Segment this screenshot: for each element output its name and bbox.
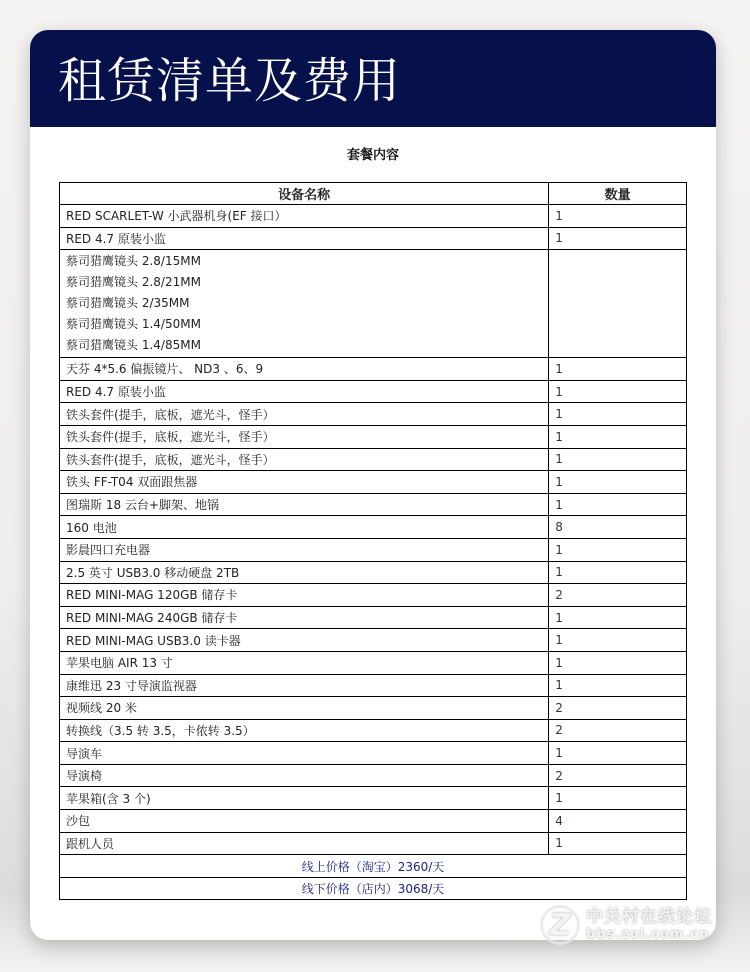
- equipment-name-cell: 2.5 英寸 USB3.0 移动硬盘 2TB: [60, 561, 549, 584]
- equipment-name-cell: 天芬 4*5.6 偏振镜片、 ND3 、6、9: [60, 358, 549, 381]
- table-row: [60, 584, 687, 607]
- watermark-name: 中关村在线论坛: [586, 907, 712, 927]
- equipment-name-cell: 视频线 20 米: [60, 697, 549, 720]
- equipment-name-cell: RED SCARLET-W 小武器机身(EF 接口）: [60, 205, 549, 228]
- table-row: [60, 561, 687, 584]
- watermark: [540, 905, 712, 945]
- table-header-row: [60, 183, 687, 205]
- equipment-name-cell: 苹果箱(含 3 个): [60, 787, 549, 810]
- equipment-name-cell: 沙包: [60, 810, 549, 833]
- quantity-cell: 1: [549, 493, 687, 516]
- equipment-name-line: 蔡司猎鹰镜头 1.4/85MM: [66, 338, 201, 353]
- table-row: [60, 832, 687, 855]
- table-row: [60, 606, 687, 629]
- equipment-table: [59, 182, 687, 900]
- rental-card: [30, 30, 716, 940]
- quantity-cell: 1: [549, 538, 687, 561]
- equipment-name-cell: 苹果电脑 AIR 13 寸: [60, 651, 549, 674]
- quantity-cell: 1: [549, 674, 687, 697]
- equipment-name-cell: RED MINI-MAG USB3.0 读卡器: [60, 629, 549, 652]
- table-row: [60, 403, 687, 426]
- equipment-name-cell: RED 4.7 原装小监: [60, 227, 549, 250]
- price-row: [60, 877, 687, 900]
- quantity-cell: 1: [549, 403, 687, 426]
- equipment-name-cell: 铁头套件(提手，底板，遮光斗，怪手）: [60, 448, 549, 471]
- table-row: [60, 425, 687, 448]
- column-header-qty: 数量: [549, 183, 687, 205]
- offline-price: 线下价格（店内）3068/天: [60, 877, 687, 900]
- equipment-name-cell: [60, 250, 549, 358]
- table-row: [60, 205, 687, 228]
- watermark-url: bbs.zol.com.cn: [586, 927, 710, 942]
- quantity-cell: 1: [549, 787, 687, 810]
- table-row: [60, 742, 687, 765]
- table-row: [60, 697, 687, 720]
- equipment-name-cell: 跟机人员: [60, 832, 549, 855]
- quantity-cell: 2: [549, 719, 687, 742]
- quantity-cell: 1: [549, 425, 687, 448]
- quantity-cell: 1: [549, 832, 687, 855]
- column-header-name: 设备名称: [60, 183, 549, 205]
- equipment-name-cell: 康维迅 23 寸导演监视器: [60, 674, 549, 697]
- package-subtitle: 套餐内容: [346, 148, 399, 163]
- table-row: [60, 380, 687, 403]
- table-row: [60, 471, 687, 494]
- equipment-name-cell: 导演椅: [60, 764, 549, 787]
- quantity-cell: 1: [549, 358, 687, 381]
- table-row: [60, 448, 687, 471]
- page-title: 租赁清单及费用: [58, 52, 402, 109]
- equipment-name-line: 蔡司猎鹰镜头 2/35MM: [66, 296, 190, 311]
- table-row: [60, 787, 687, 810]
- table-row: [60, 651, 687, 674]
- equipment-name-cell: 导演车: [60, 742, 549, 765]
- table-row: [60, 358, 687, 381]
- equipment-name-cell: 影晨四口充电器: [60, 538, 549, 561]
- table-row: [60, 538, 687, 561]
- quantity-cell: 4: [549, 810, 687, 833]
- price-row: [60, 855, 687, 878]
- zol-logo-icon: Z: [540, 905, 580, 945]
- quantity-cell: 1: [549, 651, 687, 674]
- equipment-name-line: 蔡司猎鹰镜头 2.8/15MM: [66, 254, 201, 269]
- quantity-cell: 1: [549, 561, 687, 584]
- equipment-name-cell: RED MINI-MAG 120GB 储存卡: [60, 584, 549, 607]
- equipment-name-cell: 图瑞斯 18 云台+脚架、地锅: [60, 493, 549, 516]
- equipment-name-cell: 铁头 FF-T04 双面跟焦器: [60, 471, 549, 494]
- table-row: [60, 250, 687, 358]
- table-row: [60, 719, 687, 742]
- quantity-cell: 1: [549, 471, 687, 494]
- quantity-cell: [549, 250, 687, 358]
- table-row: [60, 629, 687, 652]
- table-row: [60, 764, 687, 787]
- online-price: 线上价格（淘宝）2360/天: [60, 855, 687, 878]
- table-row: [60, 227, 687, 250]
- quantity-cell: 1: [549, 742, 687, 765]
- equipment-name-cell: 转换线（3.5 转 3.5，卡侬转 3.5）: [60, 719, 549, 742]
- quantity-cell: 1: [549, 606, 687, 629]
- table-body: [60, 205, 687, 900]
- table-row: [60, 516, 687, 539]
- quantity-cell: 2: [549, 697, 687, 720]
- quantity-cell: 1: [549, 448, 687, 471]
- quantity-cell: 1: [549, 227, 687, 250]
- equipment-name-cell: 铁头套件(提手，底板，遮光斗，怪手）: [60, 403, 549, 426]
- quantity-cell: 1: [549, 205, 687, 228]
- quantity-cell: 8: [549, 516, 687, 539]
- equipment-name-cell: RED 4.7 原装小监: [60, 380, 549, 403]
- table-row: [60, 810, 687, 833]
- header-banner: [30, 30, 716, 127]
- equipment-name-line: 蔡司猎鹰镜头 2.8/21MM: [66, 275, 201, 290]
- equipment-name-cell: RED MINI-MAG 240GB 储存卡: [60, 606, 549, 629]
- quantity-cell: 1: [549, 380, 687, 403]
- quantity-cell: 2: [549, 584, 687, 607]
- equipment-name-line: 蔡司猎鹰镜头 1.4/50MM: [66, 317, 201, 332]
- equipment-name-cell: 160 电池: [60, 516, 549, 539]
- table-row: [60, 493, 687, 516]
- quantity-cell: 1: [549, 629, 687, 652]
- equipment-name-cell: 铁头套件(提手，底板，遮光斗，怪手）: [60, 425, 549, 448]
- table-row: [60, 674, 687, 697]
- quantity-cell: 2: [549, 764, 687, 787]
